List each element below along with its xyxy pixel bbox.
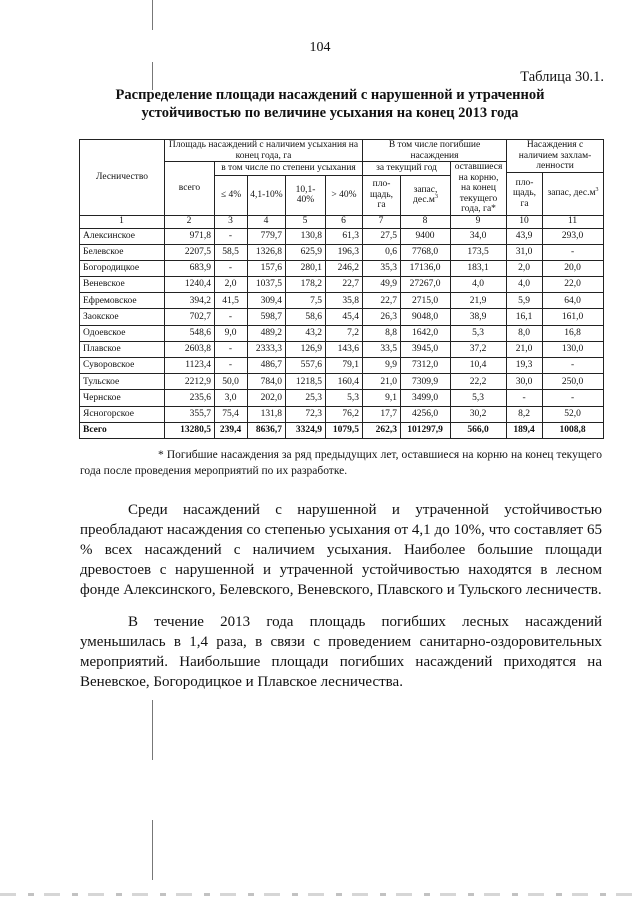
table-cell: 22,7 (363, 293, 401, 309)
header-total: всего (165, 162, 215, 216)
header-degree-4: > 40% (326, 175, 363, 215)
table-cell: 16,1 (507, 309, 543, 325)
table-cell: 22,7 (326, 277, 363, 293)
table-footnote: * Погибшие насаждения за ряд предыдущих лет, оставшиеся на корню на конец текущего года после проведения мероприятий по их разработке. (80, 449, 602, 477)
table-cell: 143,6 (326, 341, 363, 357)
table-cell: 49,9 (363, 277, 401, 293)
table-cell: 1326,8 (248, 244, 286, 260)
table-cell: 2207,5 (165, 244, 215, 260)
scan-fold-mark (152, 62, 153, 90)
table-row (80, 277, 604, 293)
column-number: 2 (165, 215, 215, 228)
table-cell: 9,0 (215, 325, 248, 341)
table-row (80, 374, 604, 390)
table-cell: 2212,9 (165, 374, 215, 390)
table-cell: - (215, 341, 248, 357)
total-cell: 1079,5 (326, 422, 363, 438)
table-cell: 293,0 (543, 228, 604, 244)
forestry-name: Тульское (80, 374, 165, 390)
scan-edge-noise (0, 893, 640, 896)
header-drying-area: Площадь насаждений с наличием усыхания на конец года, га (165, 140, 363, 162)
table-cell: 130,8 (286, 228, 326, 244)
table-cell: 202,0 (248, 390, 286, 406)
table-cell: 8,8 (363, 325, 401, 341)
table-cell: 4,0 (507, 277, 543, 293)
table-cell: 250,0 (543, 374, 604, 390)
table-row (80, 228, 604, 244)
table-cell: 8,2 (507, 406, 543, 422)
page-number: 104 (309, 40, 331, 55)
table-cell: 17136,0 (401, 260, 451, 276)
table-cell: 30,2 (451, 406, 507, 422)
table-cell: 235,6 (165, 390, 215, 406)
table-cell: 394,2 (165, 293, 215, 309)
table-cell: 75,4 (215, 406, 248, 422)
table-cell: - (543, 390, 604, 406)
table-cell: 27,5 (363, 228, 401, 244)
column-number: 10 (507, 215, 543, 228)
table-cell: 7768,0 (401, 244, 451, 260)
table-cell: 1037,5 (248, 277, 286, 293)
table-cell: 8,0 (507, 325, 543, 341)
table-cell: 31,0 (507, 244, 543, 260)
header-forestry: Лесничество (80, 140, 165, 216)
table-cell: 9,1 (363, 390, 401, 406)
table-cell: 3945,0 (401, 341, 451, 357)
table-cell: 548,6 (165, 325, 215, 341)
table-cell: 35,8 (326, 293, 363, 309)
header-degree-2: 4,1-10% (248, 175, 286, 215)
header-dead-stock-sup: 3 (434, 193, 438, 200)
table-cell: 246,2 (326, 260, 363, 276)
table-row (80, 309, 604, 325)
forestry-name: Богородицкое (80, 260, 165, 276)
table-cell: 971,8 (165, 228, 215, 244)
table-cell: - (543, 244, 604, 260)
column-number: 7 (363, 215, 401, 228)
column-number: 9 (451, 215, 507, 228)
table-cell: 2603,8 (165, 341, 215, 357)
table-cell: 784,0 (248, 374, 286, 390)
table-cell: 598,7 (248, 309, 286, 325)
table-cell: - (215, 228, 248, 244)
table-cell: 25,3 (286, 390, 326, 406)
table-cell: 30,0 (507, 374, 543, 390)
table-cell: 9048,0 (401, 309, 451, 325)
total-cell: 189,4 (507, 422, 543, 438)
table-cell: 64,0 (543, 293, 604, 309)
column-number: 3 (215, 215, 248, 228)
table-cell: 58,6 (286, 309, 326, 325)
forestry-name: Плавское (80, 341, 165, 357)
table-cell: 21,9 (451, 293, 507, 309)
total-cell: 262,3 (363, 422, 401, 438)
table-cell: 21,0 (363, 374, 401, 390)
table-title (80, 86, 580, 122)
table-cell: 72,3 (286, 406, 326, 422)
forestry-name: Ясногорское (80, 406, 165, 422)
table-cell: 0,6 (363, 244, 401, 260)
table-cell: 309,4 (248, 293, 286, 309)
table-row (80, 260, 604, 276)
table-cell: 7312,0 (401, 358, 451, 374)
table-cell: 183,1 (451, 260, 507, 276)
table-cell: 41,5 (215, 293, 248, 309)
table-cell: 196,3 (326, 244, 363, 260)
scan-fold-mark (152, 820, 153, 880)
forestry-name: Суворовское (80, 358, 165, 374)
table-title-line-1: Распределение площади насаждений с нарушенной и утраченной (115, 87, 545, 103)
table-row (80, 358, 604, 374)
table-number: Таблица 30.1. (520, 69, 604, 85)
table-cell: 20,0 (543, 260, 604, 276)
table-cell: 21,0 (507, 341, 543, 357)
table-row (80, 406, 604, 422)
table-cell: 5,3 (451, 325, 507, 341)
table-cell: 33,5 (363, 341, 401, 357)
header-degree-1: ≤ 4% (215, 175, 248, 215)
header-littered-area: пло-щадь, га (507, 172, 543, 215)
table-cell: 280,1 (286, 260, 326, 276)
table-row (80, 293, 604, 309)
table-cell: 2715,0 (401, 293, 451, 309)
table-cell: - (215, 358, 248, 374)
table-row (80, 325, 604, 341)
table-cell: 7309,9 (401, 374, 451, 390)
header-dead-area: пло-щадь, га (363, 175, 401, 215)
total-row (80, 422, 604, 438)
table-cell: 2,0 (215, 277, 248, 293)
table-cell: 3,0 (215, 390, 248, 406)
forest-damage-table (79, 139, 604, 439)
column-number: 6 (326, 215, 363, 228)
total-cell: 566,0 (451, 422, 507, 438)
table-cell: 683,9 (165, 260, 215, 276)
total-cell: 1008,8 (543, 422, 604, 438)
table-cell: 9,9 (363, 358, 401, 374)
total-cell: 239,4 (215, 422, 248, 438)
table-cell: 79,1 (326, 358, 363, 374)
total-cell: 13280,5 (165, 422, 215, 438)
total-label: Всего (80, 422, 165, 438)
forestry-name: Белевское (80, 244, 165, 260)
table-cell: 43,9 (507, 228, 543, 244)
table-cell: 22,2 (451, 374, 507, 390)
table-cell: 489,2 (248, 325, 286, 341)
column-number: 11 (543, 215, 604, 228)
header-littered-stock (543, 172, 604, 215)
forestry-name: Веневское (80, 277, 165, 293)
header-remaining-standing: оставшиеся на корню, на конец текущего года, га* (451, 162, 507, 216)
table-cell: 2333,3 (248, 341, 286, 357)
table-cell: 34,0 (451, 228, 507, 244)
table-cell: 17,7 (363, 406, 401, 422)
table-cell: 9400 (401, 228, 451, 244)
table-title-line-2: устойчивостью по величине усыхания на конец 2013 года (141, 105, 519, 121)
table-cell: - (543, 358, 604, 374)
column-number: 4 (248, 215, 286, 228)
column-number: 8 (401, 215, 451, 228)
table-cell: 26,3 (363, 309, 401, 325)
table-cell: 16,8 (543, 325, 604, 341)
table-cell: 355,7 (165, 406, 215, 422)
forestry-name: Заокское (80, 309, 165, 325)
table-cell: 161,0 (543, 309, 604, 325)
header-littered-stands: Насаждения с наличием захлам-ленности (507, 140, 604, 173)
forestry-name: Чернское (80, 390, 165, 406)
header-degree-3: 10,1-40% (286, 175, 326, 215)
table-cell: 22,0 (543, 277, 604, 293)
table-cell: 7,5 (286, 293, 326, 309)
table-cell: 10,4 (451, 358, 507, 374)
table-cell: 160,4 (326, 374, 363, 390)
table-cell: 5,9 (507, 293, 543, 309)
table-cell: 58,5 (215, 244, 248, 260)
table-cell: 157,6 (248, 260, 286, 276)
table-cell: 130,0 (543, 341, 604, 357)
header-dead-stands: В том числе погибшие насаждения (363, 140, 507, 162)
table-cell: 702,7 (165, 309, 215, 325)
header-littered-stock-sup: 3 (595, 187, 599, 194)
table-row (80, 390, 604, 406)
table-cell: 1642,0 (401, 325, 451, 341)
table-cell: - (507, 390, 543, 406)
header-by-degree: в том числе по степени усыхания (215, 162, 363, 176)
forestry-name: Ефремовское (80, 293, 165, 309)
table-cell: 557,6 (286, 358, 326, 374)
table-cell: 173,5 (451, 244, 507, 260)
table-row (80, 244, 604, 260)
table-cell: 7,2 (326, 325, 363, 341)
table-cell: 37,2 (451, 341, 507, 357)
header-current-year: за текущий год (363, 162, 451, 176)
table-cell: 45,4 (326, 309, 363, 325)
total-cell: 3324,9 (286, 422, 326, 438)
table-cell: 76,2 (326, 406, 363, 422)
table-cell: 5,3 (326, 390, 363, 406)
scan-fold-mark (152, 0, 153, 30)
column-number: 1 (80, 215, 165, 228)
paragraph-2: В течение 2013 года площадь погибших лесных насаждений уменьшилась в 1,4 раза, в связи с проведением санитарно-оздоровительных мероприятий. Наибольшие площади погибших насаждений приходятся на Веневское, Богородицкое и Плавское лесничества. (80, 614, 602, 690)
table-row (80, 341, 604, 357)
table-cell: 5,3 (451, 390, 507, 406)
forestry-name: Одоевское (80, 325, 165, 341)
table-cell: - (215, 309, 248, 325)
column-number-row (80, 215, 604, 228)
table-cell: 19,3 (507, 358, 543, 374)
table-cell: 1218,5 (286, 374, 326, 390)
table-cell: 126,9 (286, 341, 326, 357)
table-cell: 178,2 (286, 277, 326, 293)
table-cell: 43,2 (286, 325, 326, 341)
table-cell: 52,0 (543, 406, 604, 422)
paragraph-1: Среди насаждений с нарушенной и утраченной устойчивостью преобладают насаждения со степенью усыхания от 4,1 до 10%, что составляет 65 % всех насаждений с наличием усыхания. Наиболее большие площади древостоев с нарушенной и утраченной устойчивостью находятся в лесном фонде Алексинского, Белевского, Веневского, Плавского и Тульского лесничеств. (80, 502, 602, 598)
header-dead-stock-text: запас, дес.м (413, 184, 438, 205)
table-cell: 61,3 (326, 228, 363, 244)
table-cell: 27267,0 (401, 277, 451, 293)
table-cell: 625,9 (286, 244, 326, 260)
column-number: 5 (286, 215, 326, 228)
table-cell: 779,7 (248, 228, 286, 244)
table-cell: 1240,4 (165, 277, 215, 293)
forestry-name: Алексинское (80, 228, 165, 244)
table-cell: 4,0 (451, 277, 507, 293)
scan-fold-mark (152, 700, 153, 760)
table-cell: 486,7 (248, 358, 286, 374)
table-cell: 50,0 (215, 374, 248, 390)
table-cell: 131,8 (248, 406, 286, 422)
table-cell: 2,0 (507, 260, 543, 276)
table-cell: 1123,4 (165, 358, 215, 374)
table-cell: - (215, 260, 248, 276)
table-cell: 35,3 (363, 260, 401, 276)
header-littered-stock-text: запас, дес.м (547, 188, 596, 199)
total-cell: 101297,9 (401, 422, 451, 438)
total-cell: 8636,7 (248, 422, 286, 438)
table-cell: 38,9 (451, 309, 507, 325)
header-dead-stock (401, 175, 451, 215)
table-cell: 3499,0 (401, 390, 451, 406)
table-cell: 4256,0 (401, 406, 451, 422)
